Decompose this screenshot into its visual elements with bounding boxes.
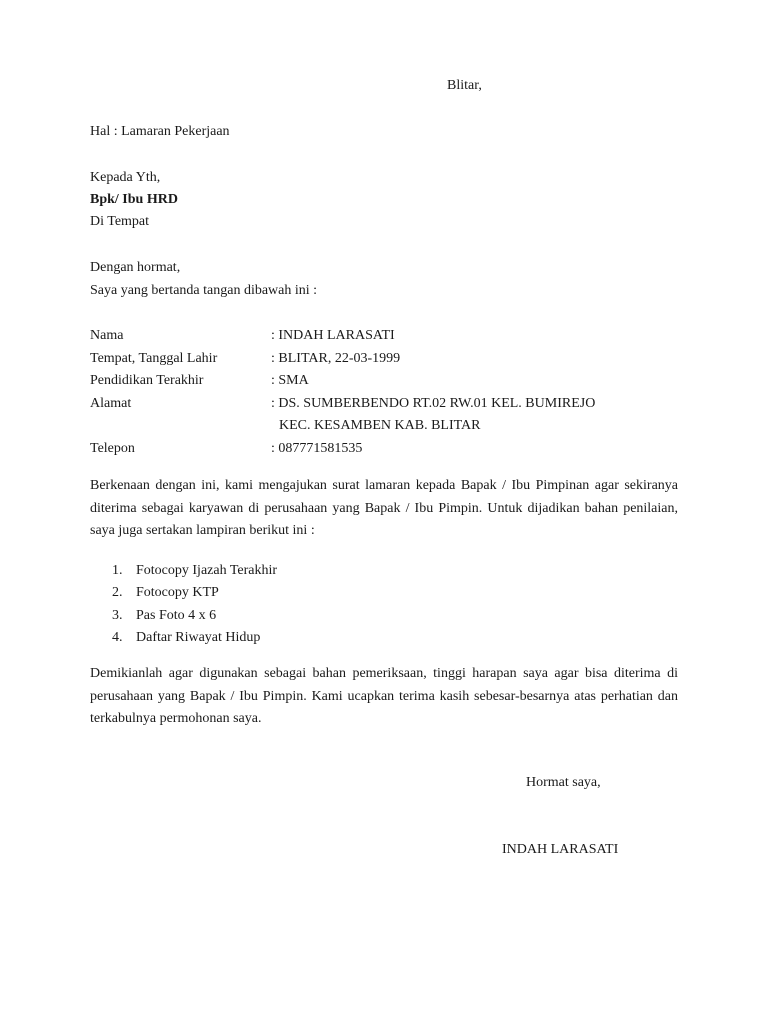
field-value-telepon: : 087771581535 [271,441,363,456]
attachment-item: Pas Foto 4 x 6 [136,608,217,623]
field-label-nama: Nama [90,328,124,343]
recipient-name: Bpk/ Ibu HRD [90,192,178,207]
field-label-ttl: Tempat, Tanggal Lahir [90,351,218,366]
recipient-location: Di Tempat [90,214,150,229]
salutation: Dengan hormat, [90,260,181,275]
field-value-alamat: : DS. SUMBERBENDO RT.02 RW.01 KEL. BUMIREJO [271,396,596,411]
intro-line: Saya yang bertanda tangan dibawah ini : [90,283,318,298]
field-value-nama: : INDAH LARASATI [271,328,395,343]
field-label-telepon: Telepon [90,441,135,456]
attachment-item: Fotocopy KTP [136,585,219,600]
attachment-number: 3. [112,608,123,623]
attachment-number: 4. [112,630,123,645]
field-value-pendidikan: : SMA [271,373,309,388]
attachment-item: Fotocopy Ijazah Terakhir [136,563,278,578]
field-value-ttl: : BLITAR, 22-03-1999 [271,351,401,366]
field-value-alamat-cont: KEC. KESAMBEN KAB. BLITAR [279,418,481,433]
field-label-pendidikan: Pendidikan Terakhir [90,373,204,388]
field-label-alamat: Alamat [90,396,132,411]
place-date: Blitar, [447,78,482,93]
attachment-item: Daftar Riwayat Hidup [136,630,261,645]
sign-off: Hormat saya, [526,775,601,790]
recipient-greeting: Kepada Yth, [90,170,161,185]
body-paragraph-2: Demikianlah agar digunakan sebagai bahan pemeriksaan, tinggi harapan saya agar bisa diterima di perusahaan yang Bapak / Ibu Pimpin. Kami ucapkan terima kasih sebesar-besarnya atas perhatian dan terkabulnya permohonan saya. [90,666,678,726]
attachment-number: 1. [112,563,123,578]
signatory-name: INDAH LARASATI [502,842,619,857]
attachment-number: 2. [112,585,123,600]
letter-subject: Hal : Lamaran Pekerjaan [90,124,230,139]
body-paragraph-1: Berkenaan dengan ini, kami mengajukan surat lamaran kepada Bapak / Ibu Pimpinan agar sekiranya diterima sebagai karyawan di perusahaan yang Bapak / Ibu Pimpin. Untuk dijadikan bahan penilaian, saya juga sertakan lampiran berikut ini : [90,478,678,538]
